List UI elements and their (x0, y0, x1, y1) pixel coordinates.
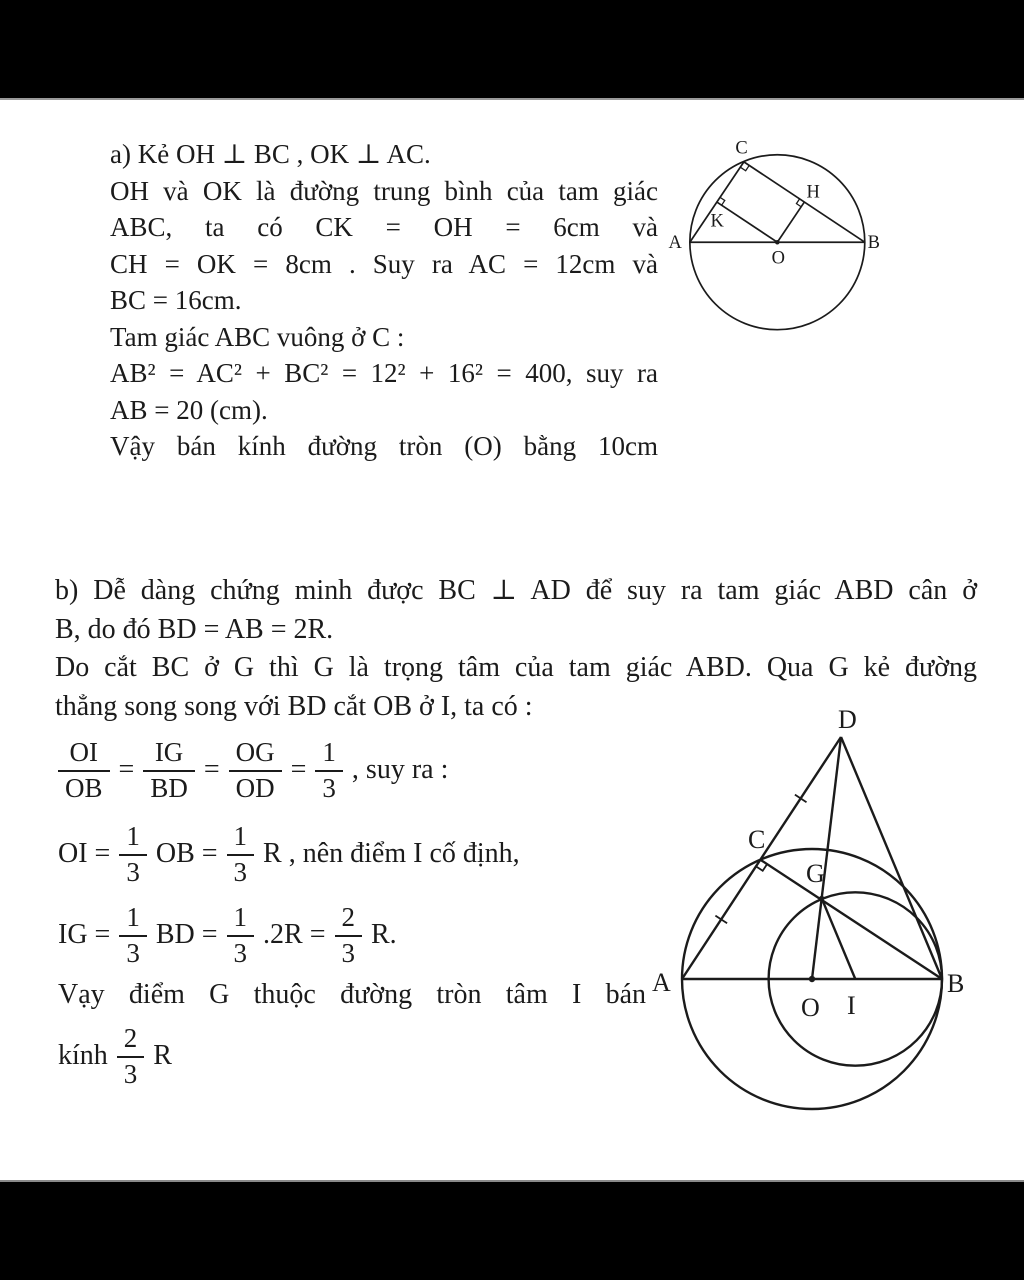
fraction-1-3: $\frac{1}{3}$ (227, 821, 255, 886)
IG-equation (58, 893, 397, 977)
fraction-IG-BD: $\frac{IG}{BD}$ (143, 737, 195, 802)
fraction-1-3: $\frac{1}{3}$ (119, 821, 147, 886)
diagram-circle-O-triangle-ABD-circle-I (640, 702, 1020, 1132)
solution-part-a (110, 136, 658, 465)
label-A: A (652, 968, 671, 997)
label-O: O (771, 247, 785, 268)
text-line: a) Kẻ OH ⊥ BC , OK ⊥ AC. (110, 139, 431, 169)
conclusion-radius (58, 1014, 172, 1098)
OI-equation (58, 812, 520, 896)
label-G: G (806, 859, 825, 888)
label-I: I (847, 991, 856, 1020)
text-line: Tam giác ABC vuông ở C : (110, 321, 405, 352)
equals-sign: = (118, 754, 135, 785)
equation-tail: R. (371, 919, 397, 950)
point-O (809, 976, 815, 982)
ratio-equation (58, 728, 448, 812)
fraction-OI-OB: $\frac{OI}{OB}$ (58, 737, 110, 802)
label-A: A (668, 231, 682, 252)
label-B: B (947, 969, 965, 998)
text-line: OH và OK là đường trung bình của tam giác (110, 175, 658, 206)
label-K: K (710, 210, 724, 231)
tick-mark-CD (795, 795, 807, 803)
fraction-OG-OD: $\frac{OG}{OD}$ (229, 737, 282, 802)
segment-OH (777, 202, 804, 242)
equation-line: AB² = AC² + BC² = 12² + 16² = 400, suy ra (110, 358, 658, 388)
text-line: B, do đó BD = AB = 2R. (55, 613, 334, 645)
label-H: H (806, 181, 820, 202)
segment-BC (760, 860, 942, 979)
letterbox-bottom (0, 1182, 1024, 1280)
segment-OK (717, 202, 777, 242)
fraction-2-3: $\frac{2}{3}$ (117, 1023, 145, 1088)
equation-mid: .2R = (263, 919, 326, 950)
text-line: Do cắt BC ở G thì G là trọng tâm của tam giác ABD. Qua G kẻ đường (55, 652, 977, 683)
fraction-1-3: $\frac{1}{3}$ (227, 902, 255, 967)
document-page (0, 98, 1024, 1182)
equals-sign: = (290, 754, 307, 785)
equation-tail: , suy ra : (351, 754, 449, 785)
text-line: b) Dễ dàng chứng minh được BC ⊥ AD để suy ra tam giác ABD cân ở (55, 575, 977, 606)
equation-lead: IG = (58, 919, 111, 950)
segment-CB (744, 162, 865, 242)
letterbox-top (0, 0, 1024, 98)
label-C: C (735, 137, 748, 158)
label-O: O (801, 993, 820, 1022)
equation-mid: OB = (155, 838, 218, 869)
text-line: CH = OK = 8cm . Suy ra AC = 12cm và (110, 248, 658, 279)
text-line: BC = 16cm. (110, 285, 242, 315)
conclusion-tail: R (153, 1040, 172, 1071)
label-D: D (838, 705, 857, 734)
fraction-1-3: $\frac{1}{3}$ (315, 737, 343, 802)
text-line: thẳng song song với BD cắt OB ở I, ta có : (55, 690, 533, 722)
equation-lead: OI = (58, 838, 111, 869)
equation-mid: BD = (155, 919, 218, 950)
conclusion-line: Vạy điểm G thuộc đường tròn tâm I bán (58, 979, 646, 1010)
label-B: B (867, 231, 880, 252)
tick-mark-AC (715, 916, 727, 924)
point-O (775, 240, 780, 245)
point-G (819, 896, 824, 901)
equals-sign: = (203, 754, 220, 785)
label-C: C (748, 825, 766, 854)
text-line: ABC, ta có CK = OH = 6cm và (110, 212, 658, 242)
fraction-1-3: $\frac{1}{3}$ (119, 902, 147, 967)
diagram-circle-O-triangle-ABC (655, 132, 1020, 452)
conclusion-line: Vậy bán kính đường tròn (O) bằng 10cm (110, 431, 658, 461)
equation-line: AB = 20 (cm). (110, 394, 268, 425)
conclusion-lead: kính (58, 1040, 108, 1071)
equation-tail: R , nên điểm I cố định, (263, 838, 520, 869)
fraction-2-3: $\frac{2}{3}$ (335, 902, 363, 967)
